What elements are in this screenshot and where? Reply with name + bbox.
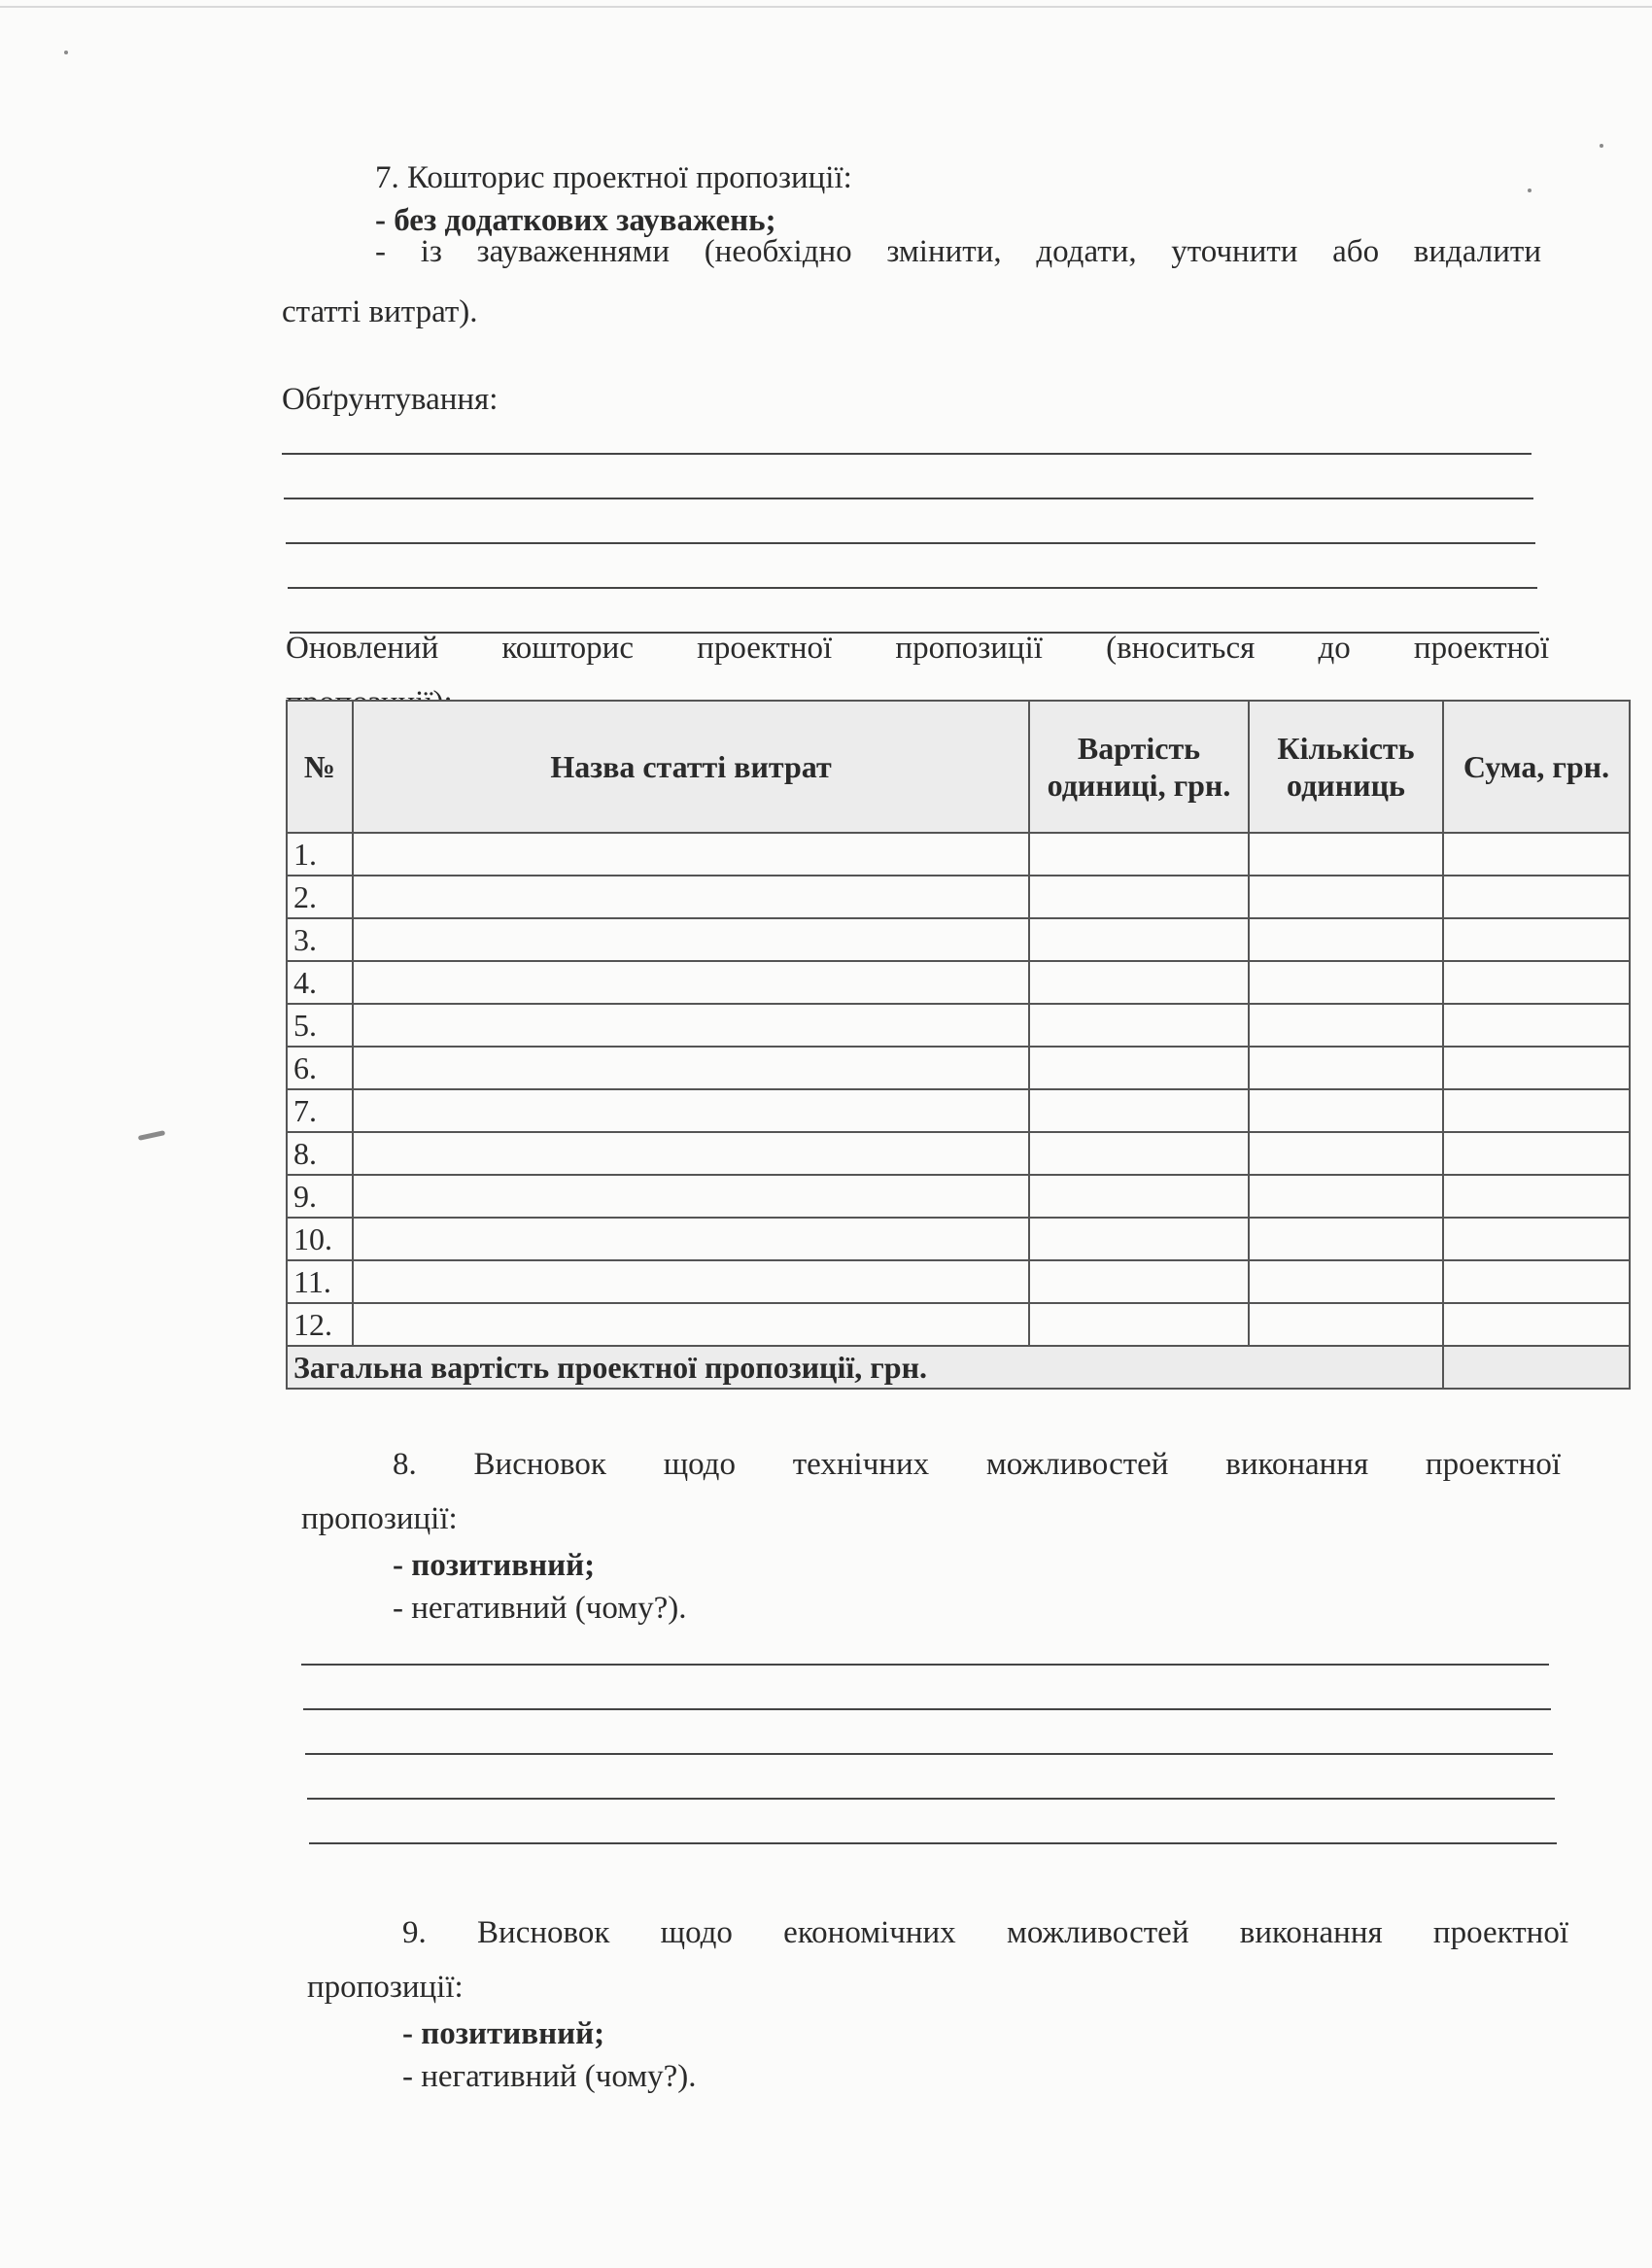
header-unit-cost: Вартість одиниці, грн.	[1029, 701, 1249, 833]
sum-cell[interactable]	[1443, 1132, 1630, 1175]
header-quantity: Кількість одиниць	[1249, 701, 1443, 833]
quantity-cell[interactable]	[1249, 1260, 1443, 1303]
row-number: 10.	[287, 1218, 353, 1260]
row-number: 11.	[287, 1260, 353, 1303]
total-label: Загальна вартість проектної пропозиції, грн.	[287, 1346, 1443, 1389]
scan-smudge	[138, 1130, 165, 1141]
unit-cost-cell[interactable]	[1029, 1089, 1249, 1132]
table-row	[287, 833, 1630, 876]
item-name-cell[interactable]	[353, 961, 1029, 1004]
total-sum-cell[interactable]	[1443, 1346, 1630, 1389]
unit-cost-cell[interactable]	[1029, 918, 1249, 961]
table-header-row	[287, 701, 1630, 833]
unit-cost-cell[interactable]	[1029, 1218, 1249, 1260]
row-number: 1.	[287, 833, 353, 876]
justification-label: Обґрунтування:	[282, 382, 499, 417]
scan-speck	[1600, 144, 1603, 148]
quantity-cell[interactable]	[1249, 961, 1443, 1004]
header-number: №	[287, 701, 353, 833]
row-number: 8.	[287, 1132, 353, 1175]
section7-option-with-remarks-cont: статті витрат).	[282, 294, 478, 329]
row-number: 5.	[287, 1004, 353, 1047]
quantity-cell[interactable]	[1249, 876, 1443, 918]
section9-heading: 9. Висновок щодо економічних можливостей виконання проектної	[402, 1915, 1568, 1950]
item-name-cell[interactable]	[353, 918, 1029, 961]
section8-line-4[interactable]	[307, 1798, 1555, 1800]
section8-line-1[interactable]	[301, 1664, 1549, 1666]
sum-cell[interactable]	[1443, 1175, 1630, 1218]
row-number: 3.	[287, 918, 353, 961]
table-row	[287, 918, 1630, 961]
section8-heading-cont: пропозиції:	[301, 1501, 458, 1536]
section8-line-3[interactable]	[305, 1753, 1553, 1755]
quantity-cell[interactable]	[1249, 1089, 1443, 1132]
scan-speck	[64, 51, 68, 54]
sum-cell[interactable]	[1443, 1004, 1630, 1047]
sum-cell[interactable]	[1443, 1260, 1630, 1303]
item-name-cell[interactable]	[353, 1132, 1029, 1175]
table-row	[287, 1047, 1630, 1089]
section7-option-no-remarks: - без додаткових зауважень;	[375, 203, 776, 238]
quantity-cell[interactable]	[1249, 918, 1443, 961]
unit-cost-cell[interactable]	[1029, 833, 1249, 876]
justification-line-4[interactable]	[288, 587, 1537, 589]
section8-line-2[interactable]	[303, 1708, 1551, 1710]
table-row	[287, 1132, 1630, 1175]
sum-cell[interactable]	[1443, 833, 1630, 876]
section9-option-positive: - позитивний;	[402, 2016, 605, 2051]
item-name-cell[interactable]	[353, 1089, 1029, 1132]
header-item-name: Назва статті витрат	[353, 701, 1029, 833]
unit-cost-cell[interactable]	[1029, 1303, 1249, 1346]
justification-line-3[interactable]	[286, 542, 1535, 544]
section8-line-5[interactable]	[309, 1842, 1557, 1844]
quantity-cell[interactable]	[1249, 1132, 1443, 1175]
quantity-cell[interactable]	[1249, 1047, 1443, 1089]
sum-cell[interactable]	[1443, 1089, 1630, 1132]
unit-cost-cell[interactable]	[1029, 961, 1249, 1004]
quantity-cell[interactable]	[1249, 1303, 1443, 1346]
table-total-row	[287, 1346, 1630, 1389]
sum-cell[interactable]	[1443, 1303, 1630, 1346]
row-number: 12.	[287, 1303, 353, 1346]
row-number: 9.	[287, 1175, 353, 1218]
item-name-cell[interactable]	[353, 1260, 1029, 1303]
item-name-cell[interactable]	[353, 1175, 1029, 1218]
table-row	[287, 961, 1630, 1004]
section7-heading: 7. Кошторис проектної пропозиції:	[375, 160, 852, 195]
item-name-cell[interactable]	[353, 876, 1029, 918]
scan-speck	[1528, 189, 1532, 192]
justification-line-2[interactable]	[284, 498, 1533, 499]
sum-cell[interactable]	[1443, 1047, 1630, 1089]
header-sum: Сума, грн.	[1443, 701, 1630, 833]
budget-table	[286, 700, 1631, 1390]
justification-line-1[interactable]	[282, 453, 1532, 455]
updated-budget-text: Оновлений кошторис проектної пропозиції (вноситься до проектної	[286, 631, 1549, 666]
quantity-cell[interactable]	[1249, 1175, 1443, 1218]
quantity-cell[interactable]	[1249, 833, 1443, 876]
unit-cost-cell[interactable]	[1029, 1047, 1249, 1089]
unit-cost-cell[interactable]	[1029, 1132, 1249, 1175]
quantity-cell[interactable]	[1249, 1004, 1443, 1047]
item-name-cell[interactable]	[353, 1047, 1029, 1089]
table-row	[287, 1218, 1630, 1260]
table-row	[287, 1260, 1630, 1303]
section7-option-with-remarks: - із зауваженнями (необхідно змінити, додати, уточнити або видалити	[375, 234, 1541, 269]
row-number: 6.	[287, 1047, 353, 1089]
scan-edge	[0, 6, 1652, 8]
unit-cost-cell[interactable]	[1029, 1004, 1249, 1047]
unit-cost-cell[interactable]	[1029, 876, 1249, 918]
table-row	[287, 1089, 1630, 1132]
table-row	[287, 1004, 1630, 1047]
sum-cell[interactable]	[1443, 1218, 1630, 1260]
unit-cost-cell[interactable]	[1029, 1260, 1249, 1303]
sum-cell[interactable]	[1443, 918, 1630, 961]
section9-heading-cont: пропозиції:	[307, 1970, 464, 2005]
table-row	[287, 1175, 1630, 1218]
sum-cell[interactable]	[1443, 876, 1630, 918]
unit-cost-cell[interactable]	[1029, 1175, 1249, 1218]
sum-cell[interactable]	[1443, 961, 1630, 1004]
section8-option-negative: - негативний (чому?).	[393, 1591, 687, 1626]
section8-heading: 8. Висновок щодо технічних можливостей виконання проектної	[393, 1447, 1561, 1482]
section9-option-negative: - негативний (чому?).	[402, 2059, 697, 2094]
quantity-cell[interactable]	[1249, 1218, 1443, 1260]
item-name-cell[interactable]	[353, 833, 1029, 876]
row-number: 7.	[287, 1089, 353, 1132]
row-number: 4.	[287, 961, 353, 1004]
table-row	[287, 876, 1630, 918]
section8-option-positive: - позитивний;	[393, 1548, 596, 1583]
row-number: 2.	[287, 876, 353, 918]
item-name-cell[interactable]	[353, 1004, 1029, 1047]
item-name-cell[interactable]	[353, 1218, 1029, 1260]
item-name-cell[interactable]	[353, 1303, 1029, 1346]
table-row	[287, 1303, 1630, 1346]
